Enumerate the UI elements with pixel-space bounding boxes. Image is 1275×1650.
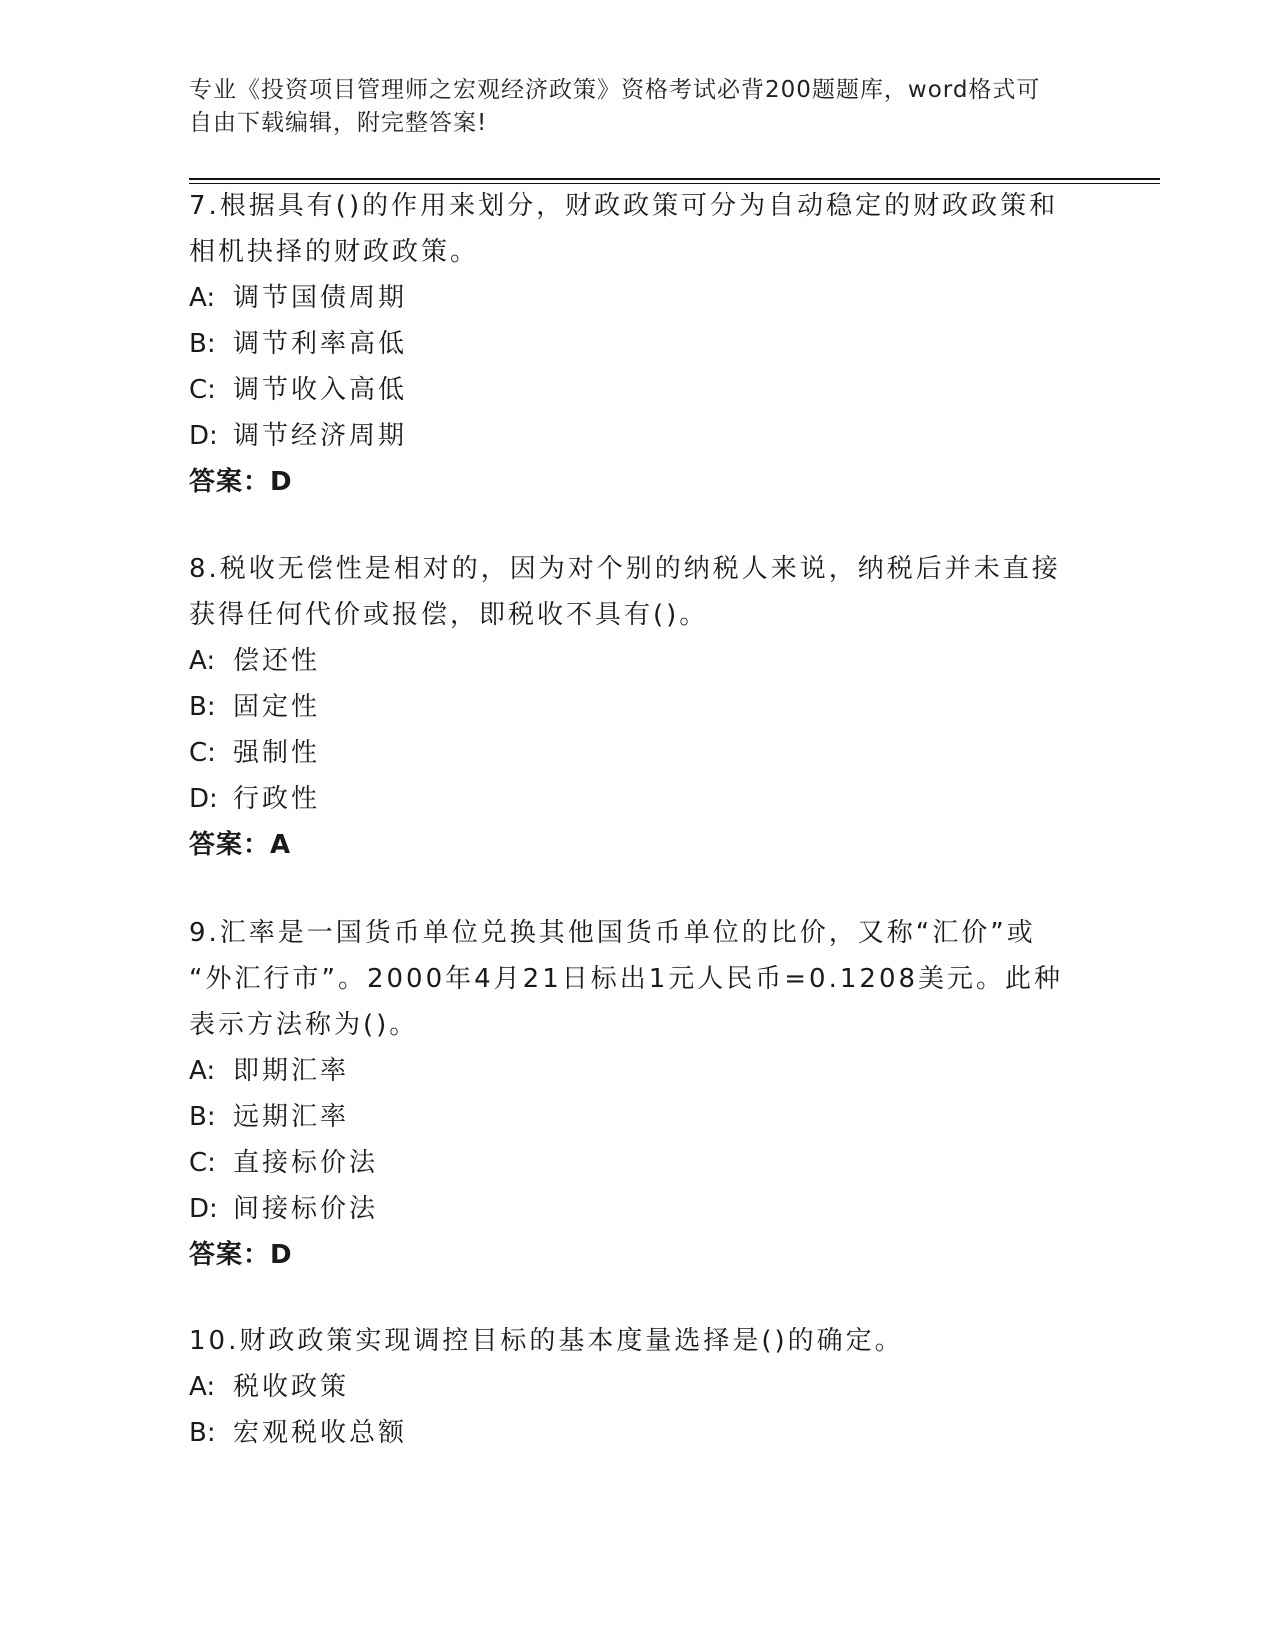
option-text: 调节国债周期 (233, 283, 408, 313)
option-key: A: (189, 646, 216, 676)
option-key: B: (189, 1418, 216, 1448)
question-stem-line: 相机抉择的财政政策。 (189, 237, 480, 267)
question-8 (189, 546, 1089, 868)
option-key: D: (189, 421, 218, 451)
option-key: A: (189, 283, 216, 313)
option-text: 即期汇率 (233, 1056, 350, 1086)
option-c (189, 367, 1089, 413)
option-c (189, 730, 1089, 776)
question-stem-line: 表示方法称为()。 (189, 1010, 419, 1040)
option-key: A: (189, 1056, 216, 1086)
document-header (189, 74, 1089, 140)
option-a (189, 1364, 1089, 1410)
answer-label: 答案：D (189, 1240, 293, 1270)
question-7 (189, 183, 1089, 505)
question-stem-line: 9.汇率是一国货币单位兑换其他国货币单位的比价，又称“汇价”或 (189, 918, 1036, 948)
option-d (189, 1186, 1089, 1232)
option-key: C: (189, 1148, 216, 1178)
option-key: D: (189, 1194, 218, 1224)
option-key: A: (189, 1372, 216, 1402)
option-b (189, 321, 1089, 367)
option-key: B: (189, 1102, 216, 1132)
option-a (189, 275, 1089, 321)
option-b (189, 1094, 1089, 1140)
option-text: 远期汇率 (233, 1102, 350, 1132)
option-text: 强制性 (233, 738, 321, 768)
question-stem-line: “外汇行市”。2000年4月21日标出1元人民币=0.1208美元。此种 (189, 964, 1064, 994)
option-b (189, 684, 1089, 730)
option-a (189, 638, 1089, 684)
option-key: B: (189, 692, 216, 722)
question-stem-line: 7.根据具有()的作用来划分，财政政策可分为自动稳定的财政政策和 (189, 191, 1059, 221)
option-key: C: (189, 375, 216, 405)
question-10 (189, 1318, 1089, 1456)
option-key: D: (189, 784, 218, 814)
question-stem-line: 获得任何代价或报偿，即税收不具有()。 (189, 600, 709, 630)
option-text: 调节收入高低 (233, 375, 408, 405)
header-line-1: 专业《投资项目管理师之宏观经济政策》资格考试必背200题题库，word格式可 (189, 77, 1041, 103)
option-text: 调节利率高低 (233, 329, 408, 359)
option-d (189, 413, 1089, 459)
option-text: 行政性 (233, 784, 321, 814)
option-text: 宏观税收总额 (233, 1418, 408, 1448)
option-text: 固定性 (233, 692, 321, 722)
option-a (189, 1048, 1089, 1094)
option-d (189, 776, 1089, 822)
option-key: B: (189, 329, 216, 359)
question-9 (189, 910, 1089, 1278)
question-stem-line: 8.税收无偿性是相对的，因为对个别的纳税人来说，纳税后并未直接 (189, 554, 1061, 584)
header-line-2: 自由下载编辑，附完整答案! (189, 110, 488, 136)
question-stem-line: 10.财政政策实现调控目标的基本度量选择是()的确定。 (189, 1326, 904, 1356)
option-text: 偿还性 (233, 646, 321, 676)
option-c (189, 1140, 1089, 1186)
option-b (189, 1410, 1089, 1456)
option-text: 直接标价法 (233, 1148, 379, 1178)
option-text: 间接标价法 (233, 1194, 379, 1224)
answer-label: 答案：A (189, 830, 292, 860)
option-text: 调节经济周期 (233, 421, 408, 451)
header-divider-thick (189, 178, 1160, 180)
option-text: 税收政策 (233, 1372, 350, 1402)
option-key: C: (189, 738, 216, 768)
answer-label: 答案：D (189, 467, 293, 497)
